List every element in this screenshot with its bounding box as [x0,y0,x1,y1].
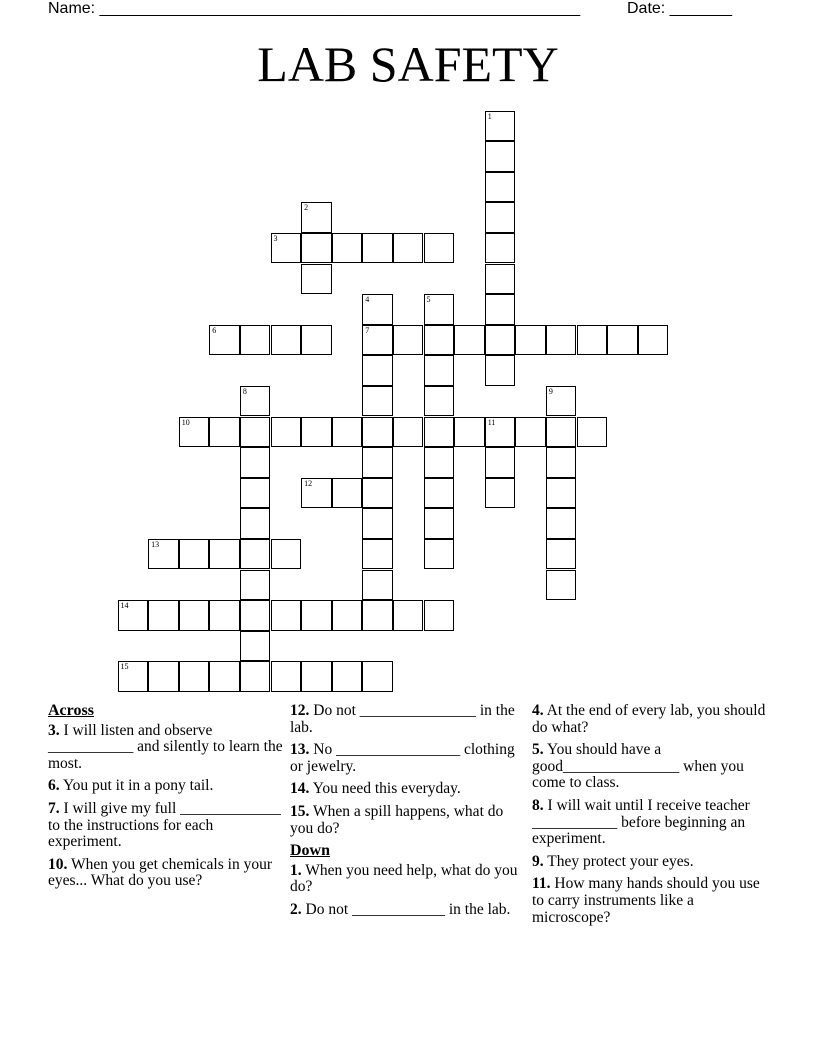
clue-text: Do not ____________ in the lab. [305,900,511,918]
clue-text: You need this everyday. [312,780,461,798]
grid-cell[interactable] [485,294,516,325]
grid-cell[interactable] [485,325,516,356]
grid-cell[interactable] [393,325,424,356]
grid-cell[interactable] [362,661,393,692]
grid-cell[interactable] [301,325,332,356]
grid-cell[interactable] [179,539,210,570]
grid-cell[interactable] [515,325,546,356]
grid-cell[interactable] [424,325,455,356]
grid-cell[interactable] [362,355,393,386]
clue-column-1 [48,703,286,896]
grid-cell[interactable] [546,447,577,478]
across-clue-12 [290,703,528,736]
down-clue-5 [532,742,770,792]
grid-cell[interactable] [515,417,546,448]
clue-number-label: 12 [304,478,313,488]
grid-cell[interactable] [485,202,516,233]
clue-text: You put it in a pony tail. [62,777,214,795]
grid-cell[interactable] [271,233,302,264]
clue-text: I will give my full _____________ to the instructions for each experiment. [48,799,281,851]
down-clue-8 [532,798,770,848]
grid-cell[interactable] [485,264,516,295]
grid-cell[interactable] [209,325,240,356]
down-clue-11 [532,876,770,926]
grid-cell[interactable] [301,661,332,692]
grid-cell[interactable] [332,661,363,692]
name-field-label: Name: ______________________________________________________ [48,0,581,17]
clue-text: Do not _______________ in the lab. [290,702,515,736]
grid-cell[interactable] [332,233,363,264]
grid-cell[interactable] [546,386,577,417]
grid-cell[interactable] [393,417,424,448]
clue-number: 4. [532,702,544,719]
grid-cell[interactable] [454,325,485,356]
grid-cell[interactable] [424,600,455,631]
clue-number: 15. [290,802,310,820]
grid-cell[interactable] [424,447,455,478]
clue-number: 12. [290,702,310,719]
clue-number: 11. [532,875,551,893]
grid-cell[interactable] [424,233,455,264]
grid-cell[interactable] [485,355,516,386]
clue-number-label: 14 [120,601,129,611]
grid-cell[interactable] [485,447,516,478]
grid-cell[interactable] [240,539,271,570]
grid-cell[interactable] [148,539,179,570]
grid-cell[interactable] [240,478,271,509]
clue-text: When you get chemicals in your eyes... What do you use? [48,855,272,890]
grid-cell[interactable] [485,233,516,264]
clue-number-label: 8 [242,386,247,396]
grid-cell[interactable] [546,539,577,570]
down-clue-1 [290,863,528,896]
grid-cell[interactable] [546,417,577,448]
grid-cell[interactable] [240,600,271,631]
grid-cell[interactable] [577,325,608,356]
across-clue-3 [48,723,286,773]
grid-cell[interactable] [485,172,516,203]
grid-cell[interactable] [240,631,271,662]
clue-column-3 [532,703,770,932]
clue-number-label: 10 [181,417,190,427]
grid-cell[interactable] [424,294,455,325]
clue-number-label: 4 [365,295,370,305]
grid-cell[interactable] [240,661,271,692]
grid-cell[interactable] [240,386,271,417]
down-clue-2 [290,902,528,919]
grid-cell[interactable] [301,264,332,295]
clue-text: I will listen and observe ___________ and silently to learn the most. [48,721,283,772]
grid-cell[interactable] [240,417,271,448]
grid-cell[interactable] [240,447,271,478]
grid-cell[interactable] [209,661,240,692]
grid-cell[interactable] [118,600,149,631]
across-clue-7 [48,801,286,851]
grid-cell[interactable] [209,600,240,631]
grid-cell[interactable] [148,600,179,631]
across-heading: Across [48,702,94,719]
clue-number: 6. [48,777,60,795]
clue-number: 5. [532,741,544,759]
clue-text: No ________________ clothing or jewelry. [290,741,515,775]
grid-cell[interactable] [240,325,271,356]
clue-number: 1. [290,861,302,879]
grid-cell[interactable] [362,325,393,356]
grid-cell[interactable] [362,600,393,631]
grid-cell[interactable] [577,417,608,448]
grid-cell[interactable] [240,508,271,539]
grid-cell[interactable] [546,325,577,356]
clue-text: How many hands should you use to carry instruments like a microscope? [532,875,760,926]
across-clue-6 [48,778,286,795]
clue-text: I will wait until I receive teacher ___________ before beginning an experiment. [532,796,750,848]
grid-cell[interactable] [424,478,455,509]
grid-cell[interactable] [362,447,393,478]
grid-cell[interactable] [332,600,363,631]
grid-cell[interactable] [148,661,179,692]
grid-cell[interactable] [362,386,393,417]
grid-cell[interactable] [485,417,516,448]
grid-cell[interactable] [362,417,393,448]
grid-cell[interactable] [332,478,363,509]
clue-number-label: 9 [548,386,553,396]
clue-number-label: 7 [365,325,370,335]
grid-cell[interactable] [546,508,577,539]
clue-number: 7. [48,799,60,817]
grid-cell[interactable] [179,417,210,448]
grid-cell[interactable] [607,325,638,356]
clue-number: 8. [532,796,544,814]
grid-cell[interactable] [485,478,516,509]
clue-number-label: 6 [212,325,217,335]
clue-number: 10. [48,855,68,873]
grid-cell[interactable] [209,539,240,570]
clue-number-label: 2 [304,203,309,213]
grid-cell[interactable] [362,508,393,539]
date-field-label: Date: _______ [627,0,732,17]
grid-cell[interactable] [179,661,210,692]
grid-cell[interactable] [638,325,669,356]
grid-cell[interactable] [301,202,332,233]
grid-cell[interactable] [485,141,516,172]
grid-cell[interactable] [424,417,455,448]
clue-number-label: 1 [487,111,492,121]
clue-text: When a spill happens, what do you do? [290,802,504,837]
grid-cell[interactable] [393,233,424,264]
clue-text: They protect your eyes. [547,852,694,870]
clue-number: 2. [290,900,302,918]
page-title: LAB SAFETY [257,36,559,92]
clue-number: 13. [290,741,310,759]
grid-cell[interactable] [424,539,455,570]
clue-text: You should have a good_______________ when you come to class. [532,741,744,792]
grid-cell[interactable] [209,417,240,448]
clue-text: When you need help, what do you do? [290,861,518,896]
clue-number-label: 15 [120,662,129,672]
grid-cell[interactable] [271,325,302,356]
grid-cell[interactable] [271,600,302,631]
down-heading: Down [290,842,331,860]
grid-cell[interactable] [393,600,424,631]
clue-number-label: 5 [426,295,431,305]
grid-cell[interactable] [546,570,577,601]
clue-number: 14. [290,780,310,798]
grid-cell[interactable] [424,355,455,386]
grid-cell[interactable] [332,417,363,448]
down-clue-9 [532,854,770,871]
clue-number-label: 13 [151,539,160,549]
grid-cell[interactable] [271,417,302,448]
grid-cell[interactable] [301,417,332,448]
grid-cell[interactable] [424,386,455,417]
grid-cell[interactable] [301,478,332,509]
across-clue-15 [290,804,528,837]
clue-number: 9. [532,852,544,870]
grid-cell[interactable] [118,661,149,692]
clue-number: 3. [48,721,60,739]
grid-cell[interactable] [271,539,302,570]
across-clue-14 [290,781,528,798]
grid-cell[interactable] [362,233,393,264]
grid-cell[interactable] [301,233,332,264]
grid-cell[interactable] [362,570,393,601]
grid-cell[interactable] [362,294,393,325]
grid-cell[interactable] [362,539,393,570]
clue-number-label: 3 [273,233,278,243]
across-clue-13 [290,742,528,775]
grid-cell[interactable] [485,111,516,142]
grid-cell[interactable] [362,478,393,509]
grid-cell[interactable] [424,508,455,539]
clue-column-2 [290,703,528,925]
clue-text: At the end of every lab, you should do what? [532,702,766,736]
grid-cell[interactable] [240,570,271,601]
down-clue-4 [532,703,770,736]
across-clue-10 [48,857,286,890]
clue-number-label: 11 [487,417,496,427]
grid-cell[interactable] [546,478,577,509]
grid-cell[interactable] [271,661,302,692]
grid-cell[interactable] [454,417,485,448]
grid-cell[interactable] [179,600,210,631]
grid-cell[interactable] [301,600,332,631]
